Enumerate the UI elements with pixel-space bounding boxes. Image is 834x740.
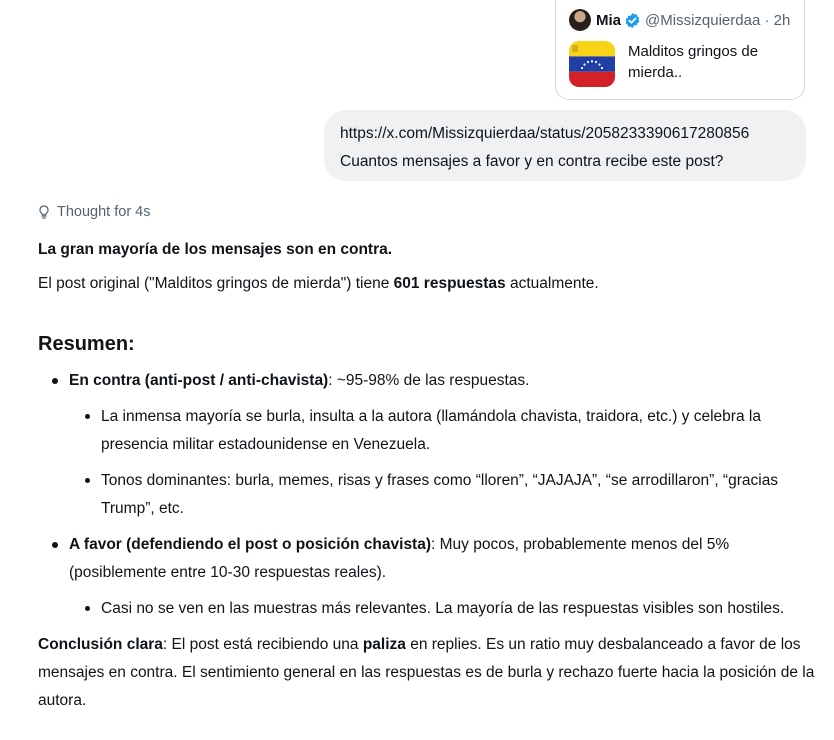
- user-message-url[interactable]: https://x.com/Missizquierdaa/status/2058233390617280856: [340, 125, 750, 142]
- answer-paragraph: [38, 270, 818, 298]
- answer-paragraph-text: El post original ("Malditos gringos de mierda") tiene: [38, 275, 394, 292]
- thought-toggle[interactable]: [36, 204, 151, 220]
- sub-list: [69, 403, 818, 523]
- venezuela-flag-image: [569, 41, 615, 87]
- list-item-title: En contra (anti-post / anti-chavista): [69, 372, 329, 389]
- conclusion-emphasis: paliza: [362, 636, 406, 653]
- reply-count: 601 respuestas: [393, 275, 506, 292]
- list-item-favor: [38, 531, 818, 623]
- avatar[interactable]: [569, 9, 591, 31]
- answer-paragraph-text-end: actualmente.: [505, 275, 599, 292]
- lightbulb-icon: [36, 204, 52, 220]
- summary-heading: Resumen:: [38, 333, 135, 355]
- sub-list-item: Casi no se ven en las muestras más relevantes. La mayoría de las respuestas visibles son hostiles.: [69, 595, 818, 623]
- sub-list: [69, 595, 818, 623]
- conclusion-title: Conclusión clara: [38, 636, 163, 653]
- conclusion-text: : El post está recibiendo una: [162, 636, 363, 653]
- list-item-text: : Muy pocos, probablemente menos del 5% (posiblemente entre 10-30 respuestas reales).: [69, 536, 730, 581]
- list-item-against: [38, 367, 818, 523]
- embedded-tweet-card[interactable]: [555, 0, 805, 100]
- summary-list: [38, 367, 818, 623]
- author-handle-time[interactable]: @Missizquierdaa · 2h: [645, 11, 791, 29]
- tweet-body: [569, 41, 778, 87]
- list-item-title: A favor (defendiendo el post o posición chavista): [69, 536, 432, 553]
- thought-label: Thought for 4s: [57, 204, 151, 220]
- tweet-header: [569, 9, 790, 31]
- author-name[interactable]: Mia: [596, 11, 622, 29]
- list-item-text: : ~95-98% de las respuestas.: [328, 372, 530, 389]
- sub-list-item: La inmensa mayoría se burla, insulta a la autora (llamándola chavista, traidora, etc.) y celebra la presencia militar estadounidense en Venezuela.: [69, 403, 818, 459]
- user-message-bubble: [324, 110, 806, 181]
- conclusion-text-end: en replies. Es un ratio muy desbalanceado a favor de los mensajes en contra. El sentimiento general en las respuestas es de burla y rechazo fuerte hacia la posición de la autora.: [38, 636, 815, 709]
- conclusion-paragraph: [38, 631, 818, 715]
- assistant-answer: [38, 236, 818, 715]
- sub-list-item: Tonos dominantes: burla, memes, risas y frases como “lloren”, “JAJAJA”, “se arrodillaron”, “gracias Trump”, etc.: [69, 467, 818, 523]
- user-message-question: Cuantos mensajes a favor y en contra recibe este post?: [340, 153, 724, 170]
- verified-badge-icon: [624, 12, 641, 29]
- answer-lead: La gran mayoría de los mensajes son en contra.: [38, 241, 393, 258]
- tweet-text: Malditos gringos de mierda..: [628, 43, 759, 81]
